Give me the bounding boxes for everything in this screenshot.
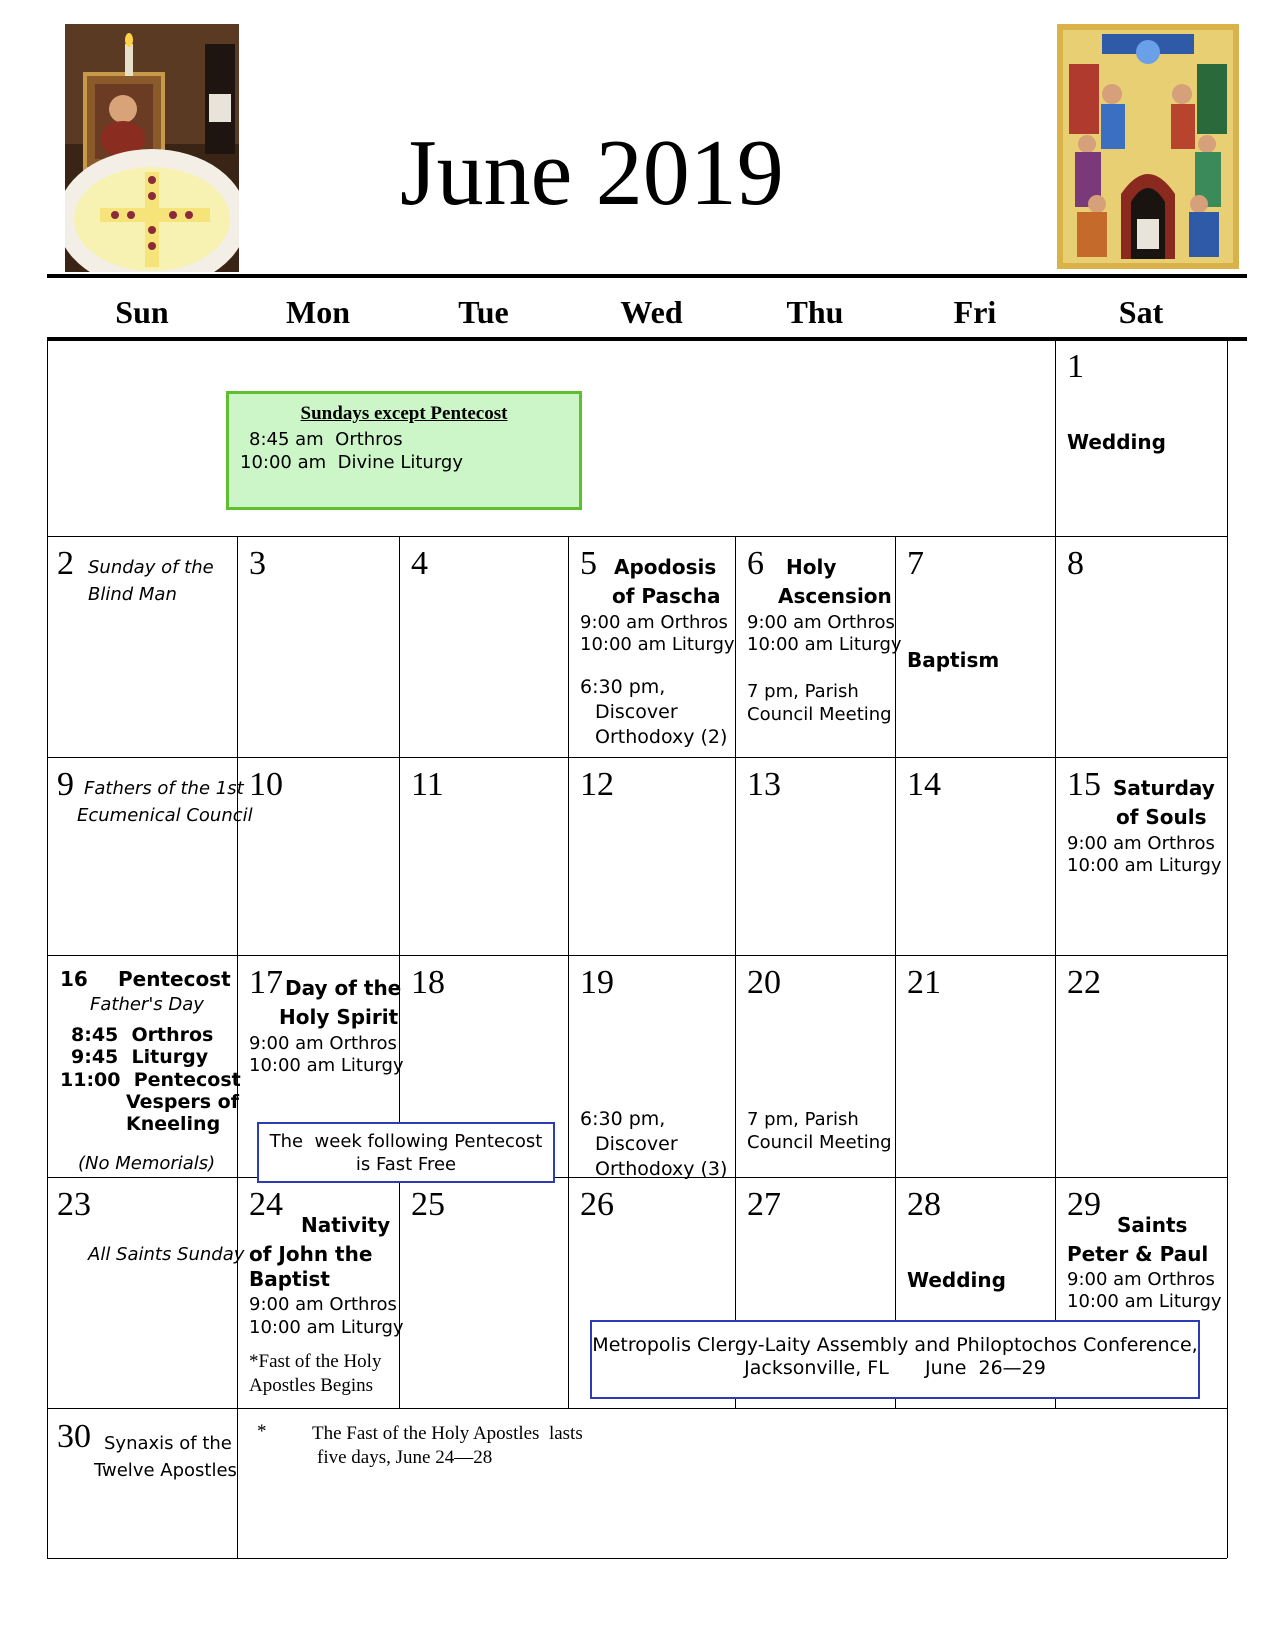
day-event: Baptism	[907, 648, 1000, 672]
day-event: Saturday	[1113, 776, 1215, 800]
day-event: Ascension	[778, 584, 892, 608]
day-event: Sunday of the	[88, 557, 214, 578]
day-number: 30	[57, 1418, 91, 1455]
day-event: Peter & Paul	[1067, 1242, 1209, 1266]
day-number: 29	[1067, 1186, 1101, 1223]
footnote-marker: *	[257, 1421, 267, 1442]
day-event: Orthodoxy (3)	[595, 1158, 728, 1180]
day-event: Wedding	[1067, 430, 1166, 454]
day-event: Nativity	[301, 1213, 391, 1237]
day-number: 3	[249, 545, 266, 582]
day-event: Synaxis of the	[104, 1433, 232, 1454]
day-number: 12	[580, 766, 614, 803]
day-event: Council Meeting	[747, 1132, 892, 1153]
header-top-rule	[47, 274, 1247, 278]
footnote-line: The Fast of the Holy Apostles lasts	[312, 1423, 583, 1444]
day-event: 10:00 am Liturgy	[747, 634, 902, 655]
day-number: 5	[580, 545, 597, 582]
day-event: of Souls	[1116, 805, 1207, 829]
day-event: Discover	[595, 1133, 678, 1155]
day-number: 9	[57, 766, 74, 803]
day-event: Day of the	[285, 976, 402, 1000]
day-event: Baptist	[249, 1267, 330, 1291]
day-event: Twelve Apostles	[94, 1460, 237, 1481]
day-event: *Fast of the Holy	[249, 1351, 382, 1372]
day-event: 6:30 pm,	[580, 676, 666, 698]
weekday-sun: Sun	[115, 294, 169, 330]
header-bottom-rule	[47, 337, 1247, 341]
day-event: 6:30 pm,	[580, 1108, 666, 1130]
day-event: 8:45 Orthros	[71, 1024, 214, 1046]
sunday-schedule-liturgy: 10:00 am Divine Liturgy	[240, 452, 463, 473]
day-number: 17	[249, 964, 283, 1001]
day-number: 11	[411, 766, 444, 803]
weekday-mon: Mon	[286, 294, 350, 330]
day-event: 7 pm, Parish	[747, 1109, 859, 1130]
day-number: 4	[411, 545, 428, 582]
fast-free-line: The week following Pentecost	[269, 1131, 543, 1152]
day-event: 10:00 am Liturgy	[1067, 855, 1222, 876]
day-event: Saints	[1117, 1213, 1188, 1237]
day-number: 22	[1067, 964, 1101, 1001]
day-event: 10:00 am Liturgy	[249, 1055, 404, 1076]
day-event: 10:00 am Liturgy	[580, 634, 735, 655]
day-event: 11:00 Pentecost	[60, 1069, 241, 1091]
day-event: of Pascha	[612, 584, 721, 608]
day-event: Discover	[595, 701, 678, 723]
sunday-schedule-title: Sundays except Pentecost	[300, 403, 508, 424]
day-event: Council Meeting	[747, 704, 892, 725]
weekday-fri: Fri	[953, 294, 997, 330]
weekday-sat: Sat	[1118, 294, 1164, 330]
day-event: (No Memorials)	[78, 1153, 216, 1174]
day-event: Blind Man	[88, 584, 177, 605]
day-event: Apostles Begins	[249, 1375, 374, 1396]
day-number: 2	[57, 545, 74, 582]
day-number: 19	[580, 964, 614, 1001]
day-event: 10:00 am Liturgy	[249, 1317, 404, 1338]
day-number: 20	[747, 964, 781, 1001]
day-number: 26	[580, 1186, 614, 1223]
day-number: 8	[1067, 545, 1084, 582]
day-event: Fathers of the 1st	[84, 778, 244, 799]
day-event: 9:00 am Orthros	[580, 612, 728, 633]
day-number: 14	[907, 766, 941, 803]
day-event: All Saints Sunday	[88, 1244, 245, 1265]
candle-icon-photo	[65, 24, 239, 272]
day-event: Wedding	[907, 1268, 1006, 1292]
day-event: Apodosis	[614, 555, 717, 579]
day-number: 25	[411, 1186, 445, 1223]
day-number: 27	[747, 1186, 781, 1223]
day-number: 16	[60, 967, 88, 991]
day-event: Ecumenical Council	[77, 805, 253, 826]
day-number: 21	[907, 964, 941, 1001]
day-event: Father's Day	[90, 994, 204, 1015]
day-number: 13	[747, 766, 781, 803]
metropolis-conference-note	[590, 1320, 1200, 1399]
sunday-schedule-orthros: 8:45 am Orthros	[249, 429, 403, 450]
conference-line: Jacksonville, FL June 26—29	[744, 1357, 1046, 1379]
conference-line: Metropolis Clergy-Laity Assembly and Philoptochos Conference,	[592, 1334, 1198, 1356]
day-number: 7	[907, 545, 924, 582]
day-number: 15	[1067, 766, 1101, 803]
day-event: 7 pm, Parish	[747, 681, 859, 702]
day-event: 9:00 am Orthros	[249, 1033, 397, 1054]
day-event: 9:00 am Orthros	[249, 1294, 397, 1315]
day-number: 6	[747, 545, 764, 582]
weekday-wed: Wed	[620, 294, 683, 330]
sunday-schedule-box	[226, 391, 582, 510]
day-event: Orthodoxy (2)	[595, 726, 728, 748]
day-event: 9:00 am Orthros	[747, 612, 895, 633]
day-event: Holy	[786, 555, 837, 579]
fast-free-note	[257, 1122, 555, 1183]
day-number: 10	[249, 766, 283, 803]
day-event: 9:00 am Orthros	[1067, 833, 1215, 854]
fast-free-line: is Fast Free	[355, 1154, 457, 1175]
day-event: 9:45 Liturgy	[71, 1046, 209, 1068]
day-event: Vespers of	[126, 1091, 239, 1113]
day-number: 18	[411, 964, 445, 1001]
day-number: 24	[249, 1186, 283, 1223]
day-event: Kneeling	[126, 1113, 221, 1135]
weekday-thu: Thu	[786, 294, 844, 330]
day-number: 23	[57, 1186, 91, 1223]
day-number: 1	[1067, 348, 1084, 385]
day-event: 10:00 am Liturgy	[1067, 1291, 1222, 1312]
day-event: of John the	[249, 1242, 373, 1266]
footnote-line: five days, June 24—28	[317, 1447, 493, 1468]
day-event: Pentecost	[118, 967, 231, 991]
pentecost-icon-photo	[1057, 24, 1239, 269]
day-event: Holy Spirit	[279, 1005, 399, 1029]
day-event: 9:00 am Orthros	[1067, 1269, 1215, 1290]
day-number: 28	[907, 1186, 941, 1223]
page-title: June 2019	[400, 121, 784, 225]
weekday-tue: Tue	[458, 294, 509, 330]
